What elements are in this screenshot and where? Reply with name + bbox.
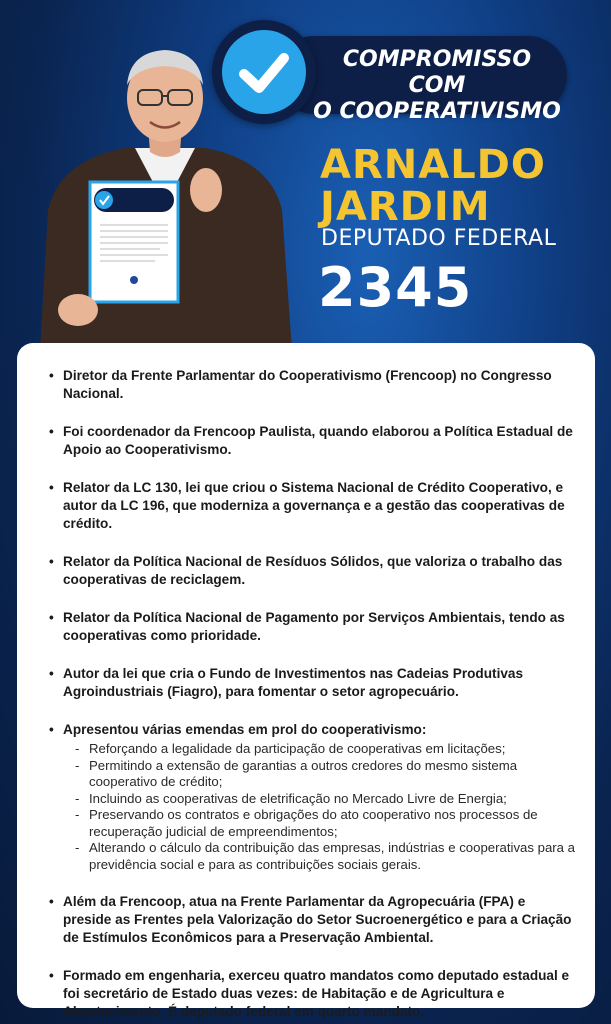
bullet-text: Apresentou várias emendas em prol do cooperativismo: <box>63 722 427 737</box>
sub-item: - Reforçando a legalidade da participação de cooperativas em licitações; <box>63 741 577 758</box>
bullet-item <box>35 367 577 403</box>
sub-list <box>63 741 577 873</box>
candidate-number: 2345 <box>318 256 473 319</box>
candidate-last-name: JARDIM <box>320 184 491 230</box>
bullet-text: Relator da Política Nacional de Resíduos Sólidos, que valoriza o trabalho das cooperativas de reciclagem. <box>63 554 563 587</box>
candidate-role: DEPUTADO FEDERAL <box>321 226 557 251</box>
bullet-text: Relator da LC 130, lei que criou o Sistema Nacional de Crédito Cooperativo, e autor da LC 196, que moderniza a governança e a gestão das cooperativas de crédito. <box>63 480 565 531</box>
sub-item: - Alterando o cálculo da contribuição das empresas, indústrias e cooperativas para a previdência social e para as contribuições sociais gerais. <box>63 840 577 873</box>
bullet-item <box>35 665 577 701</box>
bullet-item <box>35 553 577 589</box>
bullet-text: Diretor da Frente Parlamentar do Cooperativismo (Frencoop) no Congresso Nacional. <box>63 368 552 401</box>
bullet-item <box>35 893 577 947</box>
badge-title-line1: COMPROMISSO COM <box>342 47 532 98</box>
badge-title-line2: O COOPERATIVISMO <box>313 99 561 124</box>
bullet-item <box>35 967 577 1021</box>
sub-item: - Preservando os contratos e obrigações do ato cooperativo nos processos de recuperação judicial de empreendimentos; <box>63 807 577 840</box>
sub-item: - Permitindo a extensão de garantias a outros credores do mesmo sistema cooperativo de crédito; <box>63 758 577 791</box>
bullet-list <box>35 367 577 1021</box>
bullet-item <box>35 609 577 645</box>
bullet-text: Além da Frencoop, atua na Frente Parlamentar da Agropecuária (FPA) e preside as Frentes pela Valorização do Setor Sucroenergético e para a Criação de Estímulos Econômicos para a Preservação Ambiental. <box>63 894 572 945</box>
badge-title <box>312 47 562 125</box>
bullet-text: Autor da lei que cria o Fundo de Investimentos nas Cadeias Produtivas Agroindustriais (Fiagro), para fomentar o setor agropecuário. <box>63 666 524 699</box>
checkmark-icon <box>222 30 306 114</box>
bullet-text: Formado em engenharia, exerceu quatro mandatos como deputado estadual e foi secretário de Estado duas vezes: de Habitação e de Agricultura e Abastecimento. É deputado federal em quarto mandato. <box>63 968 570 1019</box>
bullet-item <box>35 479 577 533</box>
bullet-text: Relator da Política Nacional de Pagamento por Serviços Ambientais, tendo as cooperativas como prioridade. <box>63 610 565 643</box>
bullet-item <box>35 423 577 459</box>
bio-card <box>17 343 595 1019</box>
candidate-first-name: ARNALDO <box>320 142 546 188</box>
sub-item: - Incluindo as cooperativas de eletrificação no Mercado Livre de Energia; <box>63 791 577 808</box>
bullet-item <box>35 721 577 873</box>
candidate-name <box>320 144 546 228</box>
bullet-text: Foi coordenador da Frencoop Paulista, quando elaborou a Política Estadual de Apoio ao Cooperativismo. <box>63 424 573 457</box>
